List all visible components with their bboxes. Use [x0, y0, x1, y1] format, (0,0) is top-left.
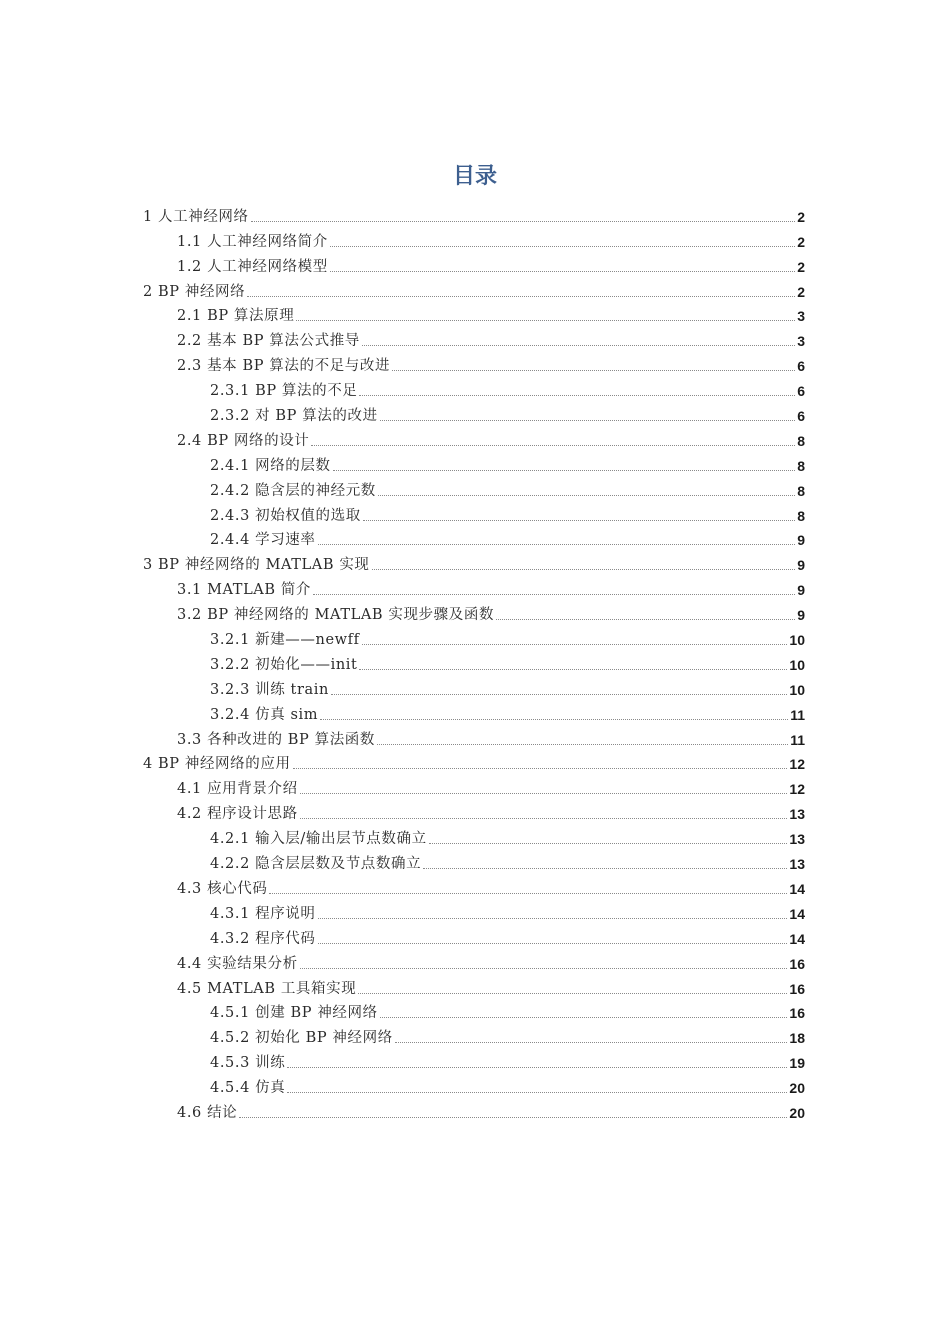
toc-entry[interactable]	[0, 277, 950, 302]
toc-dot-leader	[251, 220, 795, 222]
toc-page-number: 20	[789, 1080, 805, 1097]
toc-dot-leader	[359, 394, 795, 396]
toc-page-number: 8	[797, 482, 805, 499]
toc-page-number: 9	[797, 557, 805, 574]
toc-entry-text: 4.5 MATLAB 工具箱实现	[177, 980, 357, 997]
toc-page-number: 18	[789, 1030, 805, 1047]
toc-page-number: 16	[789, 1005, 805, 1022]
toc-page-number: 2	[797, 258, 805, 275]
toc-dot-leader	[395, 1041, 788, 1043]
toc-entry[interactable]	[0, 351, 950, 376]
toc-page-number: 14	[789, 905, 805, 922]
toc-entry[interactable]	[0, 451, 950, 476]
toc-page-number: 3	[797, 308, 805, 325]
toc-page-number: 2	[797, 208, 805, 225]
toc-dot-leader	[362, 643, 788, 645]
toc-page-number: 14	[789, 930, 805, 947]
toc-dot-leader	[330, 270, 795, 272]
toc-entry[interactable]	[0, 1023, 950, 1048]
toc-dot-leader	[293, 767, 788, 769]
toc-entry-text: 4.6 结论	[177, 1104, 238, 1121]
table-of-contents	[0, 202, 950, 1123]
toc-entry-text: 2 BP 神经网络	[143, 283, 246, 300]
toc-entry-text: 3.2.2 初始化——init	[210, 656, 358, 673]
toc-dot-leader	[358, 992, 787, 994]
toc-dot-leader	[287, 1066, 787, 1068]
toc-dot-leader	[330, 245, 795, 247]
toc-entry-text: 2.3.1 BP 算法的不足	[210, 383, 358, 400]
toc-page-number: 10	[789, 656, 805, 673]
toc-page-number: 16	[789, 955, 805, 972]
toc-entry-text: 2.4.3 初始权值的选取	[210, 507, 361, 524]
toc-page-number: 8	[797, 507, 805, 524]
toc-entry-text: 2.3.2 对 BP 算法的改进	[210, 408, 378, 425]
toc-page-number: 14	[789, 880, 805, 897]
toc-dot-leader	[496, 618, 795, 620]
toc-dot-leader	[331, 693, 788, 695]
toc-page-number: 20	[789, 1104, 805, 1121]
toc-entry[interactable]	[0, 799, 950, 824]
toc-page-number: 6	[797, 408, 805, 425]
toc-entry[interactable]	[0, 949, 950, 974]
toc-dot-leader	[362, 344, 795, 346]
toc-entry[interactable]	[0, 202, 950, 227]
toc-entry-text: 1.2 人工神经网络模型	[177, 258, 328, 275]
toc-dot-leader	[423, 867, 787, 869]
toc-entry-text: 4.5.4 仿真	[210, 1080, 286, 1097]
toc-page-number: 9	[797, 582, 805, 599]
toc-entry[interactable]	[0, 924, 950, 949]
toc-entry[interactable]	[0, 302, 950, 327]
toc-entry[interactable]	[0, 849, 950, 874]
toc-entry-text: 4.5.2 初始化 BP 神经网络	[210, 1030, 393, 1047]
toc-dot-leader	[313, 593, 795, 595]
toc-entry[interactable]	[0, 401, 950, 426]
toc-entry-text: 4.3.2 程序代码	[210, 930, 316, 947]
toc-entry-text: 2.3 基本 BP 算法的不足与改进	[177, 358, 391, 375]
toc-dot-leader	[300, 817, 788, 819]
toc-entry[interactable]	[0, 625, 950, 650]
toc-entry[interactable]	[0, 974, 950, 999]
toc-entry-text: 4.3.1 程序说明	[210, 905, 316, 922]
toc-dot-leader	[296, 319, 795, 321]
toc-entry-text: 4.3 核心代码	[177, 880, 268, 897]
toc-entry[interactable]	[0, 700, 950, 725]
toc-dot-leader	[359, 668, 787, 670]
toc-entry[interactable]	[0, 476, 950, 501]
toc-dot-leader	[269, 892, 787, 894]
toc-entry[interactable]	[0, 227, 950, 252]
toc-page-number: 10	[789, 632, 805, 649]
toc-dot-leader	[311, 444, 795, 446]
toc-entry[interactable]	[0, 1073, 950, 1098]
toc-entry[interactable]	[0, 899, 950, 924]
toc-entry-text: 2.1 BP 算法原理	[177, 308, 295, 325]
toc-page-number: 11	[790, 706, 805, 723]
toc-page-number: 13	[789, 806, 805, 823]
toc-page-number: 19	[789, 1055, 805, 1072]
toc-dot-leader	[239, 1116, 787, 1118]
toc-entry[interactable]	[0, 750, 950, 775]
toc-entry[interactable]	[0, 1098, 950, 1123]
page-title: 目录	[452, 164, 497, 189]
toc-entry[interactable]	[0, 426, 950, 451]
toc-dot-leader	[363, 519, 795, 521]
toc-dot-leader	[429, 842, 788, 844]
toc-entry[interactable]	[0, 326, 950, 351]
toc-dot-leader	[247, 295, 795, 297]
toc-entry[interactable]	[0, 725, 950, 750]
toc-entry-text: 3.2.4 仿真 sim	[210, 706, 319, 723]
toc-entry-text: 3.2 BP 神经网络的 MATLAB 实现步骤及函数	[177, 607, 495, 624]
toc-entry[interactable]	[0, 501, 950, 526]
toc-entry[interactable]	[0, 550, 950, 575]
toc-entry[interactable]	[0, 675, 950, 700]
toc-entry-text: 2.4.4 学习速率	[210, 532, 316, 549]
toc-dot-leader	[300, 967, 788, 969]
toc-entry[interactable]	[0, 824, 950, 849]
toc-page-number: 13	[789, 831, 805, 848]
toc-page-number: 12	[789, 756, 805, 773]
toc-dot-leader	[378, 494, 795, 496]
toc-page-number: 16	[789, 980, 805, 997]
toc-entry[interactable]	[0, 650, 950, 675]
toc-entry[interactable]	[0, 600, 950, 625]
toc-page-number: 8	[797, 432, 805, 449]
toc-entry-text: 4.5.1 创建 BP 神经网络	[210, 1005, 378, 1022]
toc-entry-text: 3 BP 神经网络的 MATLAB 实现	[143, 557, 370, 574]
toc-entry-text: 2.4 BP 网络的设计	[177, 432, 310, 449]
toc-dot-leader	[372, 568, 795, 570]
toc-entry[interactable]	[0, 526, 950, 551]
toc-entry-text: 1.1 人工神经网络简介	[177, 233, 328, 250]
toc-dot-leader	[287, 1091, 787, 1093]
toc-entry[interactable]	[0, 874, 950, 899]
toc-page-number: 8	[797, 457, 805, 474]
toc-entry-text: 2.4.2 隐含层的神经元数	[210, 482, 376, 499]
toc-dot-leader	[333, 469, 795, 471]
toc-entry[interactable]	[0, 376, 950, 401]
toc-page-number: 3	[797, 333, 805, 350]
toc-entry-text: 3.2.1 新建——newff	[210, 632, 360, 649]
toc-dot-leader	[318, 917, 788, 919]
toc-entry[interactable]	[0, 252, 950, 277]
toc-page-number: 10	[789, 681, 805, 698]
toc-entry-text: 4.1 应用背景介绍	[177, 781, 298, 798]
toc-entry-text: 3.1 MATLAB 简介	[177, 582, 312, 599]
toc-entry-text: 4.2 程序设计思路	[177, 806, 298, 823]
toc-page-number: 13	[789, 856, 805, 873]
toc-page-number: 12	[789, 781, 805, 798]
toc-dot-leader	[377, 743, 788, 745]
toc-entry-text: 2.2 基本 BP 算法公式推导	[177, 333, 360, 350]
toc-entry-text: 4.2.2 隐含层层数及节点数确立	[210, 856, 422, 873]
toc-dot-leader	[318, 543, 795, 545]
toc-entry[interactable]	[0, 774, 950, 799]
toc-entry-text: 3.3 各种改进的 BP 算法函数	[177, 731, 375, 748]
toc-entry-text: 4.5.3 训练	[210, 1055, 286, 1072]
toc-page-number: 2	[797, 233, 805, 250]
toc-dot-leader	[380, 419, 795, 421]
toc-dot-leader	[320, 718, 788, 720]
toc-page-number: 9	[797, 607, 805, 624]
toc-dot-leader	[380, 1016, 788, 1018]
toc-entry-text: 1 人工神经网络	[143, 208, 249, 225]
toc-entry-text: 2.4.1 网络的层数	[210, 457, 331, 474]
toc-page-number: 2	[797, 283, 805, 300]
toc-entry[interactable]	[0, 575, 950, 600]
toc-dot-leader	[392, 369, 795, 371]
toc-page-number: 11	[790, 731, 805, 748]
toc-page-number: 6	[797, 383, 805, 400]
toc-dot-leader	[300, 792, 788, 794]
toc-page-number: 9	[797, 532, 805, 549]
toc-entry-text: 3.2.3 训练 train	[210, 681, 329, 698]
toc-entry[interactable]	[0, 1048, 950, 1073]
toc-entry[interactable]	[0, 999, 950, 1024]
toc-entry-text: 4.2.1 输入层/输出层节点数确立	[210, 831, 427, 848]
toc-entry-text: 4 BP 神经网络的应用	[143, 756, 291, 773]
toc-entry-text: 4.4 实验结果分析	[177, 955, 298, 972]
toc-dot-leader	[318, 942, 788, 944]
toc-page-number: 6	[797, 358, 805, 375]
